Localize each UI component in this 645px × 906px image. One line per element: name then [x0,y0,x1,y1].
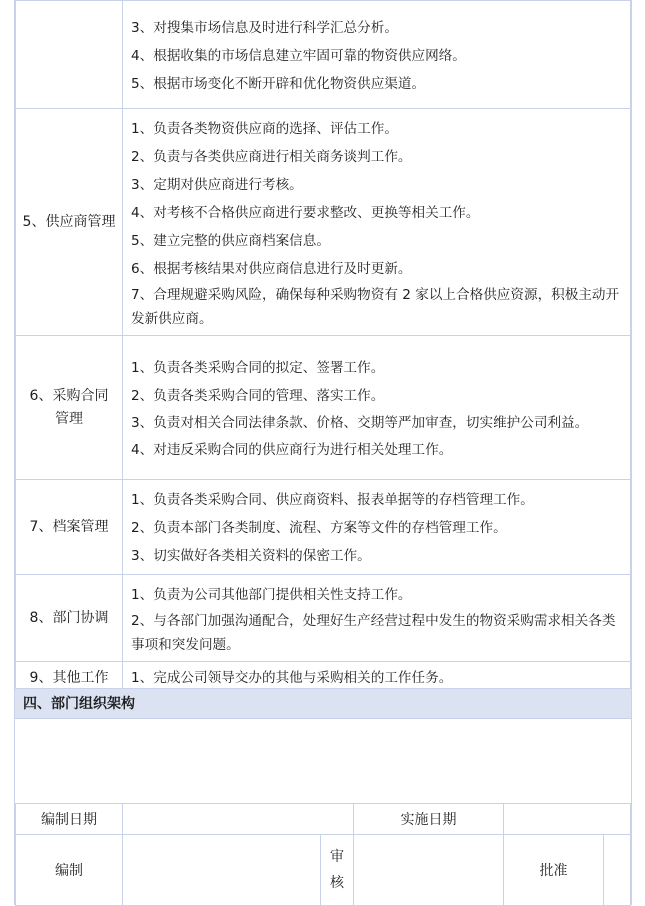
reviewer-label-char: 核 [330,875,344,891]
reviewer-field[interactable] [354,835,504,906]
duty-item: 1、负责各类采购合同、供应商资料、报表单据等的存档管理工作。 [131,492,534,508]
duty-item: 3、切实做好各类相关资料的保密工作。 [131,548,371,564]
duty-row [16,480,631,575]
duty-item: 2、负责本部门各类制度、流程、方案等文件的存档管理工作。 [131,520,507,536]
duty-category [16,1,123,109]
duty-category-line: 管理 [55,410,83,427]
duty-row [16,336,631,480]
duty-category: 5、供应商管理 [16,109,123,336]
duty-item: 1、负责为公司其他部门提供相关性支持工作。 [131,587,412,603]
section-heading: 四、部门组织架构 [15,688,631,719]
duty-category [16,336,123,480]
duty-item: 2、与各部门加强沟通配合，处理好生产经营过程中发生的物资采购需求相关各类事项和突发问题。 [131,613,616,653]
duty-item: 2、负责与各类供应商进行相关商务谈判工作。 [131,149,412,165]
effective-date-label: 实施日期 [354,804,504,835]
compiler-label: 编制 [16,835,123,906]
approver-label: 批准 [504,835,604,906]
duty-item: 3、负责对相关合同法律条款、价格、交期等严加审查，切实维护公司利益。 [131,414,589,431]
compiler-field[interactable] [123,835,321,906]
duty-items [123,1,631,109]
duty-row [16,109,631,336]
approver-field[interactable] [604,835,631,906]
duty-item: 4、对考核不合格供应商进行要求整改、更换等相关工作。 [131,205,480,221]
duty-category: 8、部门协调 [16,575,123,662]
duty-item: 1、负责各类采购合同的拟定、签署工作。 [131,359,385,376]
duty-item: 1、负责各类物资供应商的选择、评估工作。 [131,121,398,137]
duty-item: 2、负责各类采购合同的管理、落实工作。 [131,387,385,404]
duty-table [15,0,631,695]
duty-item: 7、合理规避采购风险，确保每种采购物资有 2 家以上合格供应资源，积极主动开发新供应商。 [131,287,620,327]
duty-item: 4、对违反采购合同的供应商行为进行相关处理工作。 [131,441,453,458]
effective-date-field[interactable] [504,804,631,835]
compile-date-field[interactable] [123,804,354,835]
duty-row [16,1,631,109]
duty-item: 3、对搜集市场信息及时进行科学汇总分析。 [131,19,398,36]
duty-item: 5、建立完整的供应商档案信息。 [131,233,330,249]
org-chart-area [15,719,631,803]
duty-category: 9、其他工作 [16,662,123,695]
signoff-table [15,803,631,906]
duty-row [16,575,631,662]
duty-item: 6、根据考核结果对供应商信息进行及时更新。 [131,261,412,277]
duty-items [123,336,631,480]
duty-items [123,480,631,575]
compile-date-label: 编制日期 [16,804,123,835]
duty-item: 1、完成公司领导交办的其他与采购相关的工作任务。 [131,670,453,686]
duty-items [123,109,631,336]
duty-category: 7、档案管理 [16,480,123,575]
duty-item: 4、根据收集的市场信息建立牢固可靠的物资供应网络。 [131,47,466,64]
duty-item: 5、根据市场变化不断开辟和优化物资供应渠道。 [131,75,426,92]
duty-items [123,575,631,662]
document-sheet [14,0,632,905]
reviewer-label [321,835,354,906]
duty-item: 3、定期对供应商进行考核。 [131,177,303,193]
reviewer-label-char: 审 [330,849,344,865]
duty-category-line: 6、采购合同 [29,387,109,404]
